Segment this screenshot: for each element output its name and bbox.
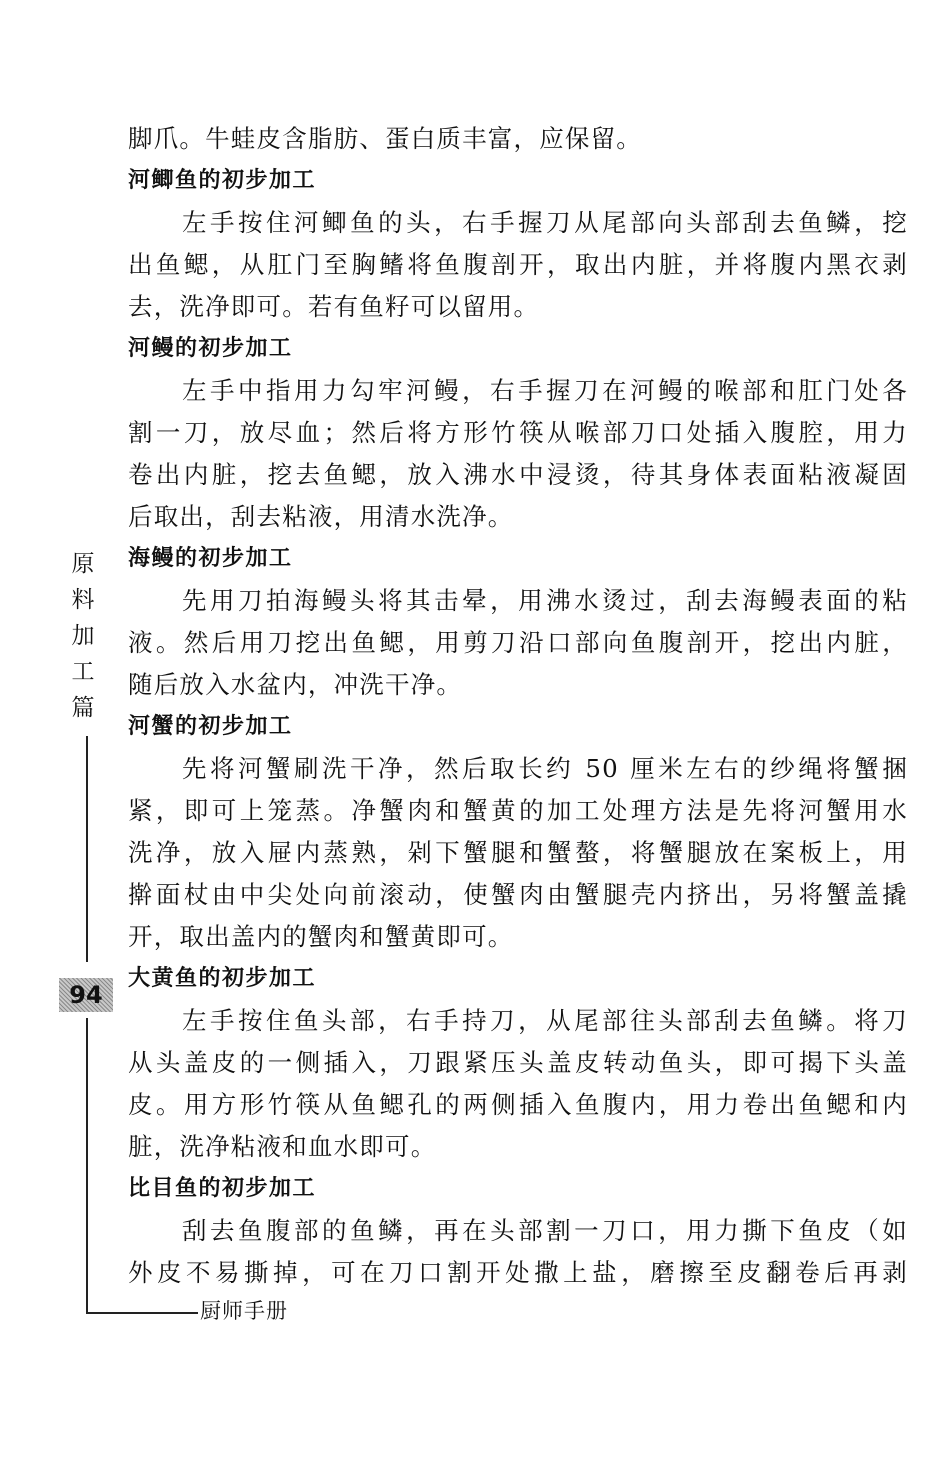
section-heading: 海鳗的初步加工 [128, 546, 293, 571]
side-label-char: 篇 [71, 695, 95, 721]
paragraph-line: 先用刀拍海鳗头将其击晕，用沸水烫过，刮去海鳗表面的粘 [182, 586, 908, 615]
paragraph-line: 去，洗净即可。若有鱼籽可以留用。 [128, 292, 540, 321]
side-label-char: 料 [71, 587, 95, 613]
paragraph-line: 脚爪。牛蛙皮含脂肪、蛋白质丰富，应保留。 [128, 124, 642, 153]
paragraph-line: 出鱼鳃，从肛门至胸鳍将鱼腹剖开，取出内脏，并将腹内黑衣剥 [128, 250, 908, 279]
paragraph-line: 割一刀，放尽血；然后将方形竹筷从喉部刀口处插入腹腔，用力 [128, 418, 908, 447]
side-label-char: 加 [71, 623, 95, 649]
paragraph-line: 随后放入水盆内，冲洗干净。 [128, 670, 463, 699]
paragraph-line: 卷出内脏，挖去鱼鳃，放入沸水中浸烫，待其身体表面粘液凝固 [128, 460, 908, 489]
section-heading: 河鳗的初步加工 [128, 336, 293, 361]
section-heading: 比目鱼的初步加工 [128, 1176, 317, 1201]
section-heading: 河蟹的初步加工 [128, 714, 293, 739]
footer-title: 厨师手册 [200, 1299, 288, 1323]
page-number: 94 [59, 978, 113, 1012]
margin-rule-lower [86, 1018, 88, 1314]
paragraph-line: 左手按住鱼头部，右手持刀，从尾部往头部刮去鱼鳞。将刀 [182, 1006, 908, 1035]
margin-rule-upper [86, 736, 88, 962]
side-section-label [66, 546, 100, 726]
paragraph-line: 皮。用方形竹筷从鱼鳃孔的两侧插入鱼腹内，用力卷出鱼鳃和内 [128, 1090, 908, 1119]
paragraph-line: 从头盖皮的一侧插入，刀跟紧压头盖皮转动鱼头，即可揭下头盖 [128, 1048, 908, 1077]
footer-rule [86, 1312, 198, 1314]
paragraph-line: 紧，即可上笼蒸。净蟹肉和蟹黄的加工处理方法是先将河蟹用水 [128, 796, 908, 825]
section-heading: 河鲫鱼的初步加工 [128, 168, 317, 193]
paragraph-line: 洗净，放入屉内蒸熟，剁下蟹腿和蟹螯，将蟹腿放在案板上，用 [128, 838, 908, 867]
side-label-char: 工 [71, 659, 95, 685]
paragraph-line: 外皮不易撕掉，可在刀口割开处撒上盐，磨擦至皮翻卷后再剥 [128, 1258, 908, 1287]
paragraph-line: 擀面杖由中尖处向前滚动，使蟹肉由蟹腿壳内挤出，另将蟹盖撬 [128, 880, 908, 909]
paragraph-line: 开，取出盖内的蟹肉和蟹黄即可。 [128, 922, 514, 951]
paragraph-line: 后取出，刮去粘液，用清水洗净。 [128, 502, 514, 531]
side-label-char: 原 [71, 551, 95, 577]
paragraph-line: 左手中指用力勾牢河鳗，右手握刀在河鳗的喉部和肛门处各 [182, 376, 908, 405]
paragraph-line: 液。然后用刀挖出鱼鳃，用剪刀沿口部向鱼腹剖开，挖出内脏， [128, 628, 908, 657]
paragraph-line: 刮去鱼腹部的鱼鳞，再在头部割一刀口，用力撕下鱼皮（如 [182, 1216, 908, 1245]
body-text [128, 118, 908, 1294]
section-heading: 大黄鱼的初步加工 [128, 966, 317, 991]
paragraph-line: 先将河蟹刷洗干净，然后取长约 50 厘米左右的纱绳将蟹捆 [182, 754, 908, 783]
paragraph-line: 脏，洗净粘液和血水即可。 [128, 1132, 437, 1161]
paragraph-line: 左手按住河鲫鱼的头，右手握刀从尾部向头部刮去鱼鳞，挖 [182, 208, 908, 237]
